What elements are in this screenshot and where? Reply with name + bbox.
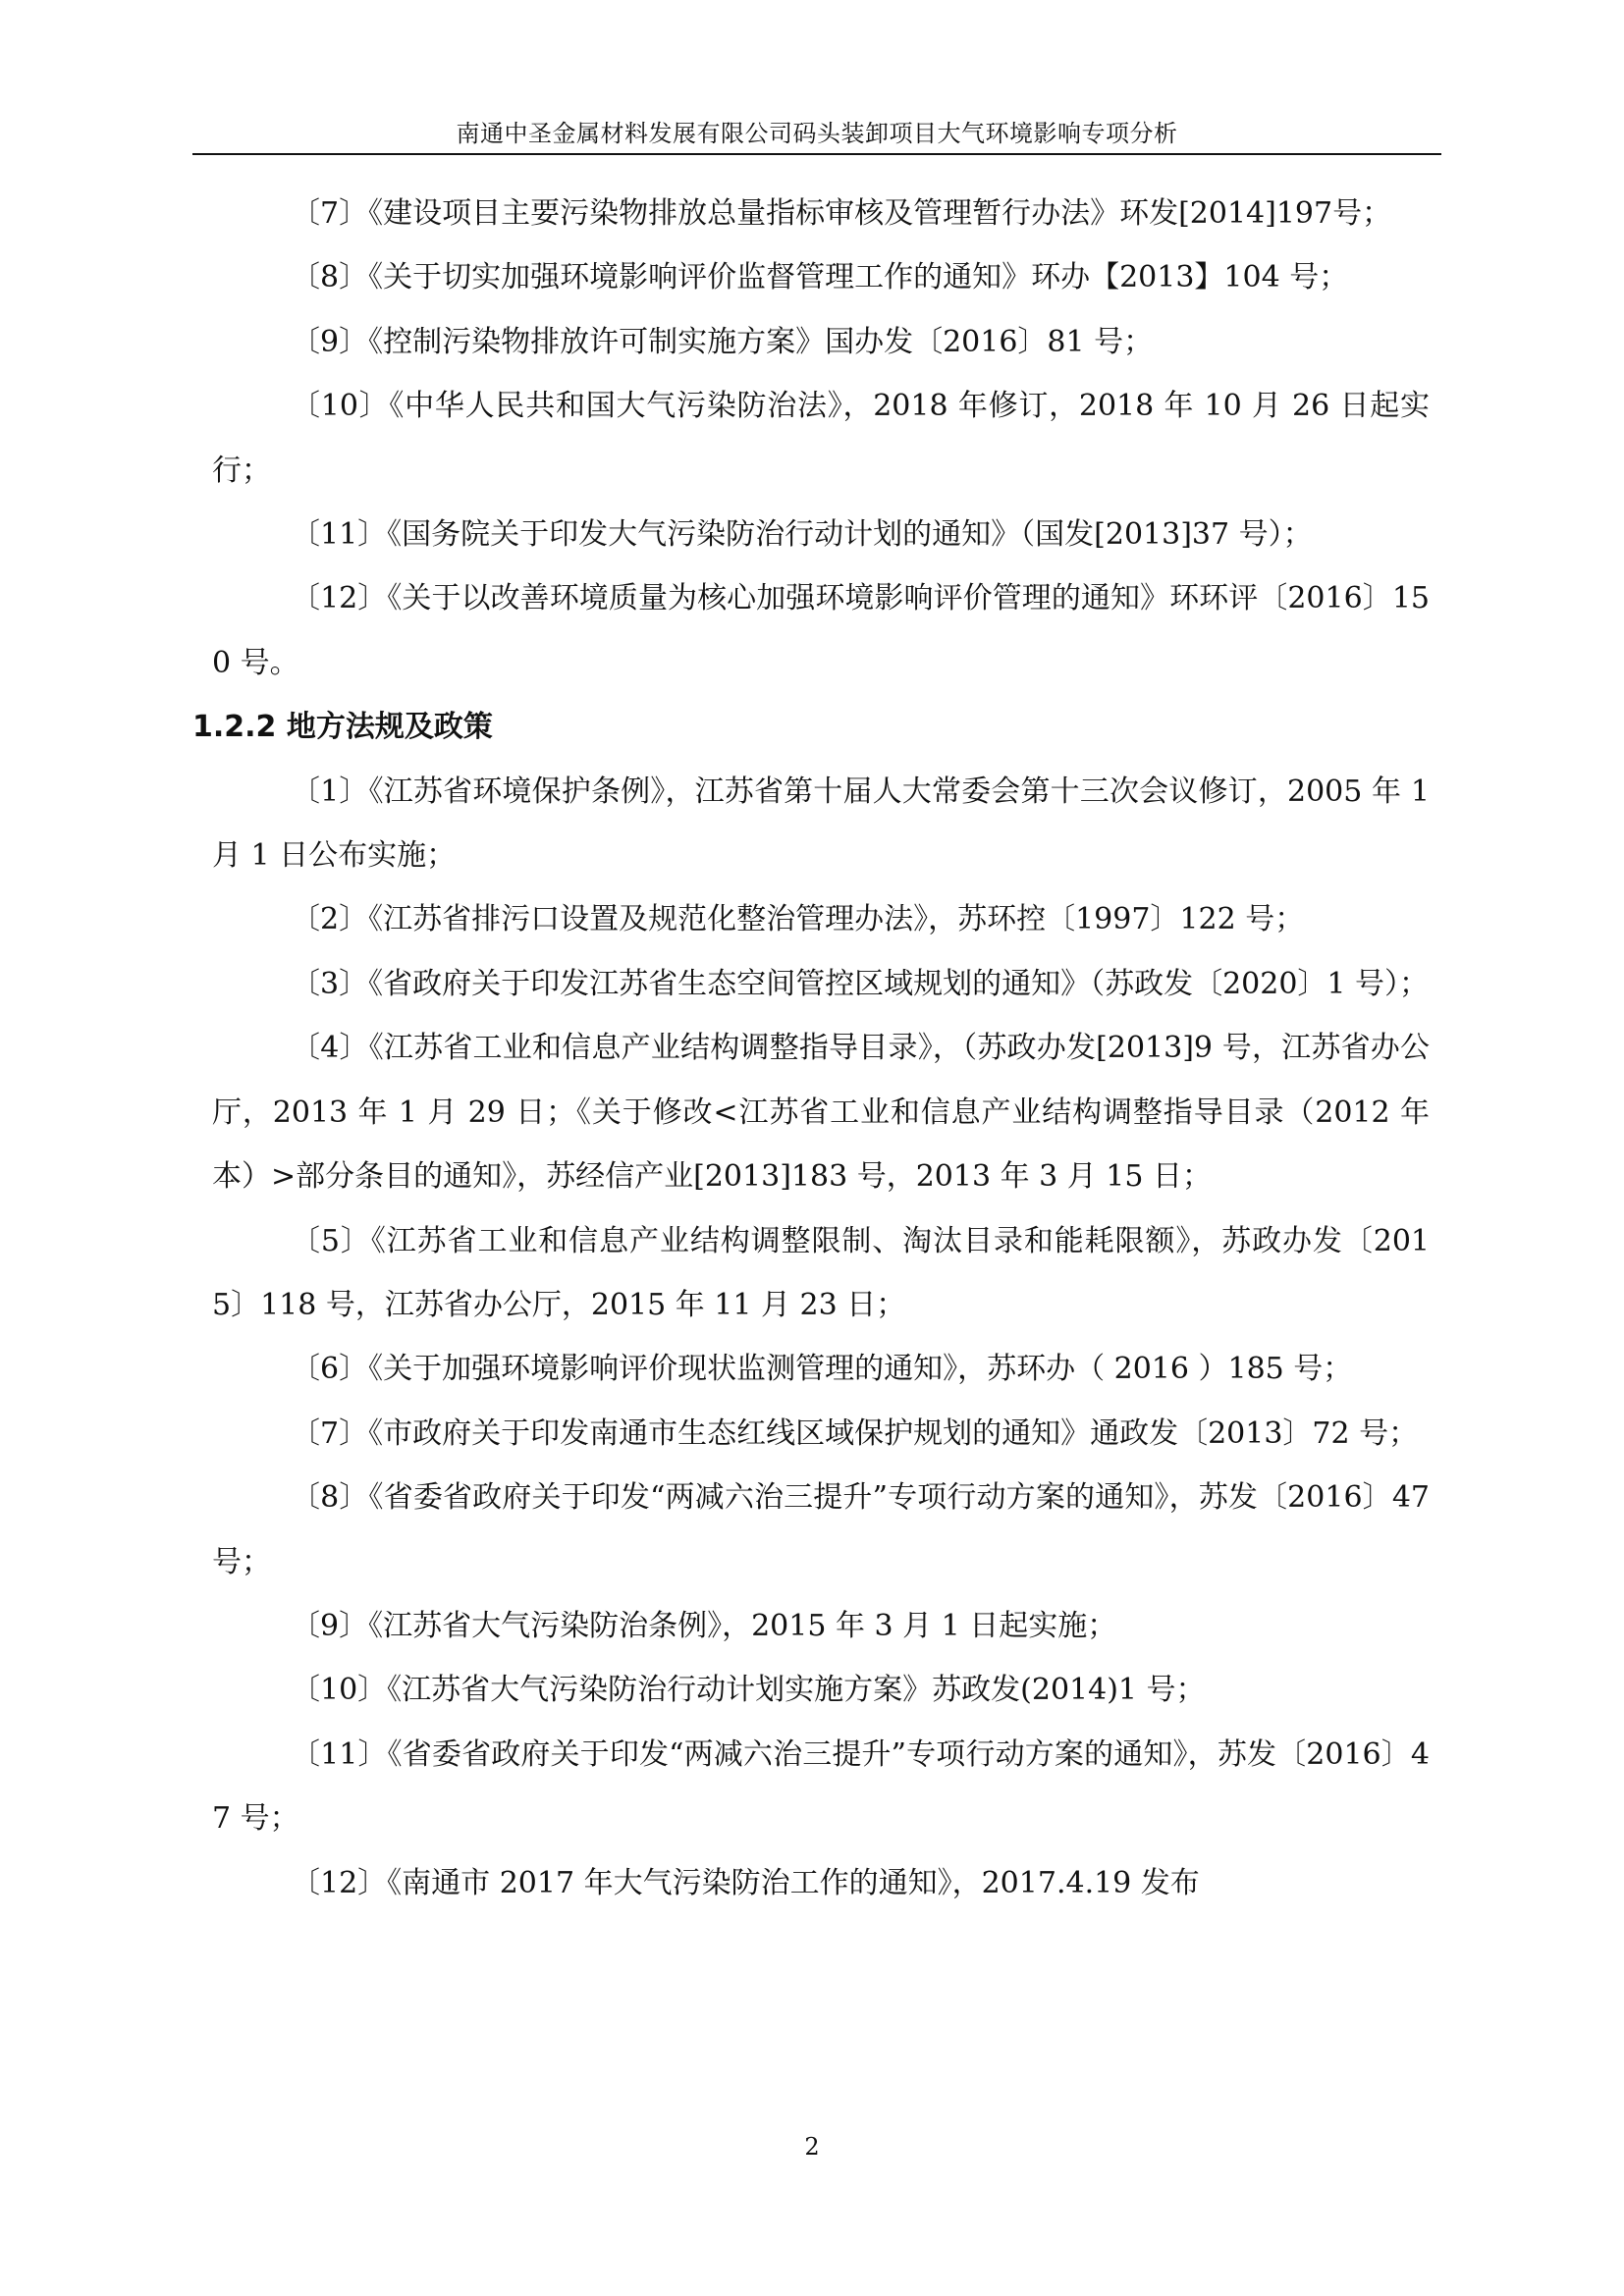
regulation-item: 〔7〕《市政府关于印发南通市生态红线区域保护规划的通知》通政发〔2013〕72 号； <box>291 1415 1419 1451</box>
regulation-item: 〔4〕《江苏省工业和信息产业结构调整指导目录》，（苏政办发[2013]9 号，江苏省办公厅，2013 年 1 月 29 日；《关于修改<江苏省工业和信息产业结构调整指导目录（2012 年本）>部分条目的通知》，苏经信产业[2013]183 号，2013 年 3 月 15 日； <box>212 1031 1430 1195</box>
regulation-item: 〔6〕《关于加强环境影响评价现状监测管理的通知》，苏环办（ 2016 ）185 号； <box>291 1352 1353 1387</box>
regulation-item: 〔1〕《江苏省环境保护条例》，江苏省第十届人大常委会第十三次会议修订，2005 年 1 月 1 日公布实施； <box>212 774 1430 874</box>
page-number: 2 <box>804 2133 820 2161</box>
regulation-item: 〔2〕《江苏省排污口设置及规范化整治管理办法》，苏环控〔1997〕122 号； <box>291 902 1305 937</box>
regulation-item: 〔12〕《关于以改善环境质量为核心加强环境影响评价管理的通知》环环评〔2016〕150 号。 <box>212 581 1430 680</box>
regulation-item: 〔9〕《控制污染物排放许可制实施方案》国办发〔2016〕81 号； <box>291 324 1154 359</box>
section-heading: 1.2.2 地方法规及政策 <box>192 710 493 745</box>
regulation-item: 〔11〕《国务院关于印发大气污染防治行动计划的通知》（国发[2013]37 号）； <box>291 517 1313 553</box>
document-body <box>192 182 1430 1915</box>
regulation-item: 〔3〕《省政府关于印发江苏省生态空间管控区域规划的通知》（苏政发〔2020〕1 号）； <box>291 966 1430 1001</box>
regulation-item: 〔11〕《省委省政府关于印发“两减六治三提升”专项行动方案的通知》，苏发〔2016〕47 号； <box>212 1736 1430 1837</box>
regulation-item: 〔10〕《中华人民共和国大气污染防治法》，2018 年修订，2018 年 10 月 26 日起实行； <box>212 389 1430 488</box>
regulation-item: 〔5〕《江苏省工业和信息产业结构调整限制、淘汰目录和能耗限额》，苏政办发〔2015〕118 号，江苏省办公厅，2015 年 11 月 23 日； <box>212 1223 1430 1322</box>
page-header: 南通中圣金属材料发展有限公司码头装卸项目大气环境影响专项分析 <box>456 120 1178 147</box>
regulation-item: 〔7〕《建设项目主要污染物排放总量指标审核及管理暂行办法》环发[2014]197号； <box>291 196 1392 231</box>
regulation-item: 〔8〕《省委省政府关于印发“两减六治三提升”专项行动方案的通知》，苏发〔2016〕47 号； <box>212 1480 1430 1579</box>
header-rule <box>192 153 1441 155</box>
regulation-item: 〔9〕《江苏省大气污染防治条例》，2015 年 3 月 1 日起实施； <box>291 1608 1117 1643</box>
regulation-item: 〔8〕《关于切实加强环境影响评价监督管理工作的通知》环办【2013】104 号； <box>291 260 1349 295</box>
regulation-item: 〔12〕《南通市 2017 年大气污染防治工作的通知》，2017.4.19 发布 <box>291 1865 1200 1900</box>
regulation-item: 〔10〕《江苏省大气污染防治行动计划实施方案》苏政发(2014)1 号； <box>291 1673 1206 1708</box>
